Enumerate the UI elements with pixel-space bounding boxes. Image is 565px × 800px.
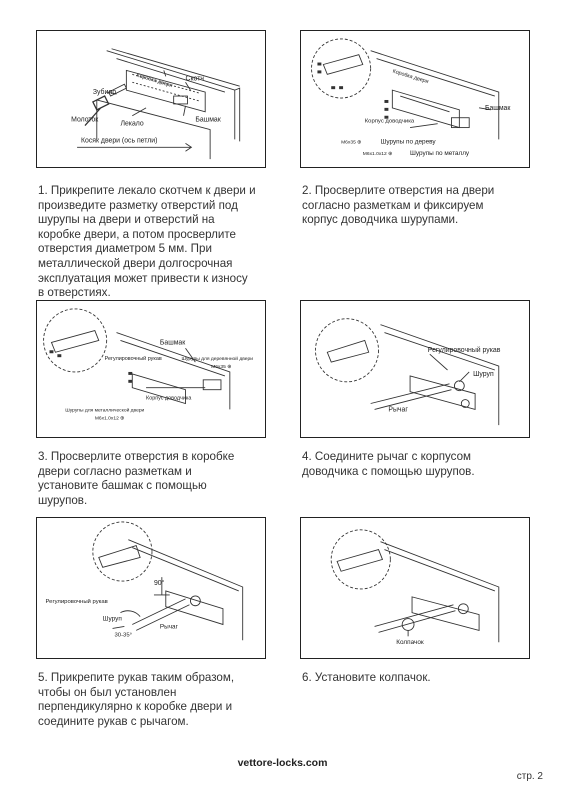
label-screw: Шуруп — [473, 370, 494, 378]
label-jamb: Косяк двери (ось петли) — [81, 137, 158, 145]
label-arm: Регулировочный рукав — [104, 356, 162, 363]
label-wood-screws: Шурупы для деревянной двери — [181, 357, 253, 363]
label-wood-screw-size: M6х35 ⊕ — [211, 365, 232, 371]
label-metal-screws: Шурупы для металлической двери — [65, 408, 145, 414]
step-6-text: 6. Установите колпачок. — [302, 671, 431, 684]
label-angle-90: 90° — [153, 580, 165, 588]
footer-website[interactable]: vettore-locks.com — [237, 757, 328, 769]
label-screw: Шуруп — [102, 615, 122, 623]
step-4-text: 4. Соедините рычаг с корпусом доводчика с помощью шурупов. — [302, 450, 475, 478]
step-1-drawing — [37, 31, 265, 167]
step-3-illustration — [36, 300, 266, 438]
step-1-caption — [38, 184, 278, 301]
step-5-text: 5. Прикрепите рукав таким образом, чтобы он был установлен перпендикулярно к коробке двери и соедините рукав с рычагом. — [38, 671, 235, 728]
label-lever: Рычаг — [159, 623, 178, 631]
label-body: Корпус доводчика — [364, 118, 415, 125]
label-lever: Рычаг — [388, 406, 408, 414]
label-arm: Регулировочный рукав — [45, 598, 108, 605]
step-4-illustration — [300, 300, 530, 438]
step-5-drawing — [37, 518, 265, 658]
label-template: Лекало — [120, 120, 144, 128]
label-box: Коробка двери — [135, 72, 174, 90]
step-5-caption — [38, 671, 278, 729]
step-4-drawing — [301, 301, 529, 437]
step-1-text: 1. Прикрепите лекало скотчем к двери и произведите разметку отверстий под шурупы на двери и отверстий на коробке двери, а потом просверлите отверстия диаметром 5 мм. При металлической двери долгосрочная эксплуатация может привести к износу в отверстиях. — [38, 184, 256, 300]
page-number: стр. 2 — [516, 771, 543, 782]
label-chisel: Зубило — [92, 89, 117, 97]
step-4-caption — [302, 450, 542, 479]
label-shoe: Башмак — [195, 116, 221, 124]
label-arm: Регулировочный рукав — [427, 347, 501, 355]
label-metal-screw-size: M6х1.0х12 ⊕ — [94, 416, 125, 422]
label-body: Корпус доводчика — [146, 395, 192, 402]
step-2-illustration — [300, 30, 530, 168]
step-3-drawing — [37, 301, 265, 437]
step-2-caption — [302, 184, 542, 228]
label-angle-30-35: 30-35° — [114, 632, 132, 639]
label-tape: Скотч — [185, 75, 204, 83]
step-6-drawing — [301, 518, 529, 658]
label-wood-screw-size: M6х35 ⊕ — [341, 140, 362, 146]
label-wood-screws: Шурупы по дереву — [380, 138, 436, 146]
step-3-text: 3. Просверлите отверстия в коробке двери согласно разметкам и установите башмак с помощью шурупов. — [38, 450, 235, 507]
label-metal-screw-size: M6х1.0х12 ⊕ — [362, 152, 393, 158]
label-shoe: Башмак — [159, 339, 186, 347]
label-box: Коробка двери — [391, 68, 430, 86]
step-6-illustration — [300, 517, 530, 659]
step-6-caption — [302, 671, 542, 686]
label-shoe: Башмак — [484, 104, 511, 112]
step-3-caption — [38, 450, 278, 508]
step-1-illustration — [36, 30, 266, 168]
label-hammer: Молоток — [71, 116, 99, 124]
step-2-text: 2. Просверлите отверстия на двери согласно разметкам и фиксируем корпус доводчика шурупами. — [302, 184, 495, 227]
label-metal-screws: Шурупы по металлу — [410, 150, 470, 158]
step-2-drawing — [301, 31, 529, 167]
label-cap: Колпачок — [396, 639, 424, 647]
step-5-illustration — [36, 517, 266, 659]
